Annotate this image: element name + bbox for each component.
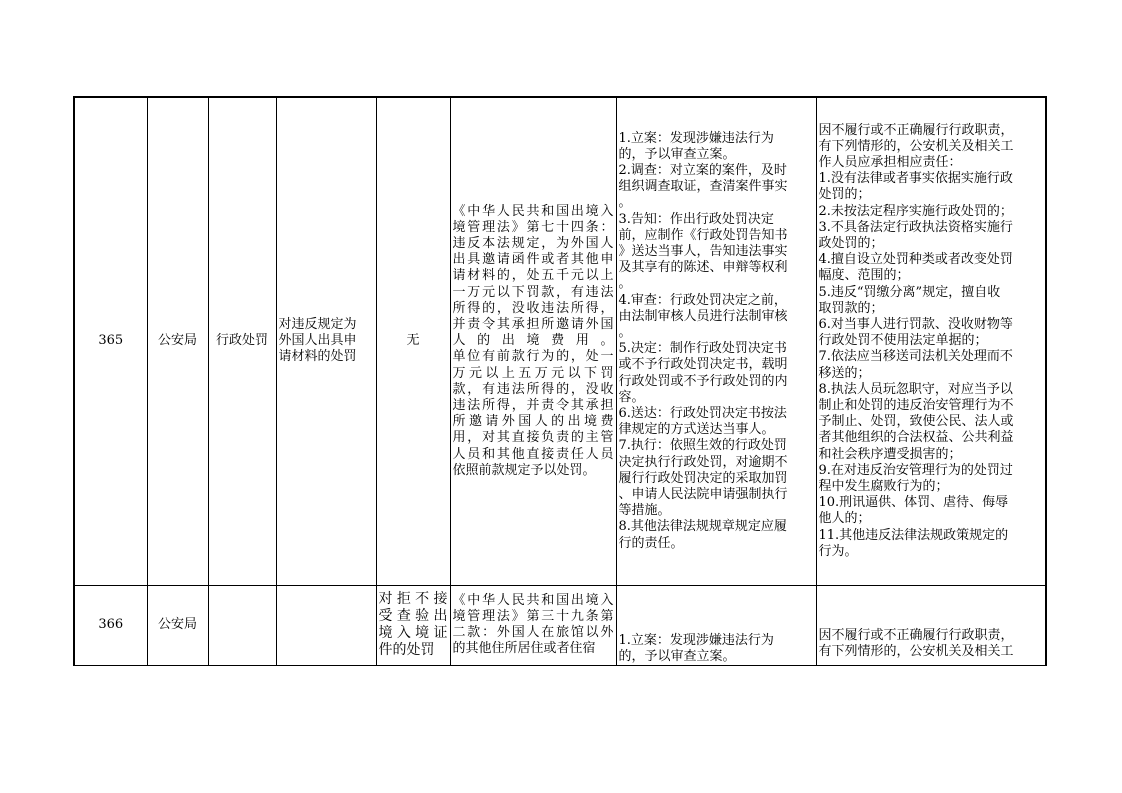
text-line: 境管理法》第三十九条第 <box>452 609 614 624</box>
text-line: 者其他组织的合法权益、公共利益 <box>818 430 1014 446</box>
text-line: 处罚的； <box>818 187 871 203</box>
text-line: 前，应制作《行政处罚告知书 <box>618 227 788 243</box>
row-number-cell: 366 <box>74 585 147 665</box>
text-line: 境管理法》第七十四条： <box>452 219 614 235</box>
text-line: 予制止、处罚，致使公民、法人或 <box>818 414 1014 430</box>
text-line: 行的责任。 <box>618 535 684 551</box>
department-cell: 公安局 <box>147 585 208 665</box>
item-name-cell <box>276 585 376 665</box>
text-line: 7.依法应当移送司法机关处理而不 <box>818 349 1013 365</box>
text-line: 他人的； <box>818 511 871 527</box>
text-line: 违法所得，并责令其承担 <box>452 397 614 413</box>
text-line: 《中华人民共和国出境入 <box>452 592 614 608</box>
text-line: 移送的； <box>818 365 871 381</box>
text-line: 依照前款规定予以处罚。 <box>452 462 596 478</box>
text-line: 作人员应承担相应责任： <box>818 154 962 170</box>
text-line: 7.执行：依照生效的行政处罚 <box>618 438 787 454</box>
text-line: 行为。 <box>818 543 858 559</box>
text-line: 单位有前款行为的，处一 <box>452 349 614 365</box>
text-line: 请材料的处罚 <box>278 349 357 365</box>
responsibility-cell <box>816 97 1046 585</box>
text-line: 一万元以下罚款，有违法 <box>452 284 614 300</box>
text-line: 违反本法规定，为外国人 <box>452 235 614 251</box>
text-line: 二款：外国人在旅馆以外 <box>452 625 614 641</box>
text-line: 3.不具备法定行政执法资格实施行 <box>818 219 1013 235</box>
text-line: 4.擅自设立处罚种类或者改变处罚 <box>818 252 1013 268</box>
text-line: 制止和处罚的违反治安管理行为不 <box>818 397 1014 413</box>
text-line: 组织调查取证，查清案件事实 <box>618 179 788 195</box>
text-line: 。 <box>618 276 632 292</box>
text-line: 行政处罚或不予行政处罚的内 <box>618 373 788 389</box>
text-line: 9.在对违反治安管理行为的处罚过 <box>818 462 1013 478</box>
text-line: 受查验出 <box>378 608 448 625</box>
text-line: 万元以上五万元以下罚 <box>452 365 614 381</box>
text-line: 出具邀请函件或者其他申 <box>452 252 614 268</box>
procedure-cell <box>616 97 816 585</box>
text-line: 2.调查：对立案的案件，及时 <box>618 163 787 179</box>
text-line: 8.其他法律法规规章规定应履 <box>618 519 787 535</box>
text-line: 幅度、范围的； <box>818 268 910 284</box>
text-line: 1.没有法律或者事实依据实施行政 <box>818 171 1013 187</box>
table-row-365 <box>74 97 1046 585</box>
text-line: 6.送达：行政处罚决定书按法 <box>618 406 787 422</box>
text-line: 等措施。 <box>618 503 671 519</box>
text-line: 并责令其承担所邀请外国 <box>452 316 614 332</box>
text-line: 。 <box>618 325 632 341</box>
responsibility-cell <box>816 585 1046 665</box>
row-number-cell: 365 <box>74 97 147 585</box>
sub-item-cell <box>376 585 450 665</box>
text-line: 因不履行或不正确履行行政职责， <box>818 122 1014 138</box>
text-line: 件的处罚 <box>378 642 435 659</box>
text-line: 的，予以审查立案。 <box>618 146 736 162</box>
text-line: 5.违反“罚缴分离”规定，擅自收 <box>818 284 1001 300</box>
text-line: 履行行政处罚决定的采取加罚 <box>618 470 788 486</box>
text-line: 及其享有的陈述、申辩等权利 <box>618 260 788 276</box>
text-line: 人的出境费用。 <box>452 333 614 349</box>
text-line: 1.立案：发现涉嫌违法行为 <box>618 130 774 146</box>
text-line: 请材料的，处五千元以上 <box>452 268 614 284</box>
text-line: 取罚款的； <box>818 300 884 316</box>
text-line: 5.决定：制作行政处罚决定书 <box>618 341 787 357</box>
text-line: 。 <box>618 195 632 211</box>
text-line: 或不予行政处罚决定书，载明 <box>618 357 788 373</box>
power-type-cell <box>208 585 276 665</box>
authority-table <box>73 96 1047 666</box>
text-line: 境入境证 <box>378 625 448 642</box>
text-line: 有下列情形的，公安机关及相关工 <box>818 138 1014 154</box>
text-line: 程中发生腐败行为的； <box>818 478 949 494</box>
text-line: 政处罚的； <box>818 235 884 251</box>
text-line: 由法制审核人员进行法制审核 <box>618 308 788 324</box>
text-line: 的，予以审查立案。 <box>618 648 736 664</box>
text-line: 有下列情形的，公安机关及相关工 <box>818 644 1014 660</box>
text-line: 4.审查：行政处罚决定之前， <box>618 292 787 308</box>
sub-item-cell: 无 <box>376 97 450 585</box>
legal-basis-cell <box>450 97 616 585</box>
text-line: 所得的，没收违法所得， <box>452 300 614 316</box>
text-line: 人员和其他直接责任人员 <box>452 446 614 462</box>
text-line: 、申请人民法院申请强制执行 <box>618 487 788 503</box>
legal-basis-cell <box>450 585 616 665</box>
text-line: 律规定的方式送达当事人。 <box>618 422 775 438</box>
procedure-cell <box>616 585 816 665</box>
text-line: 用，对其直接负责的主管 <box>452 430 614 446</box>
text-line: 11.其他违反法律法规政策规定的 <box>818 527 1009 543</box>
item-name-cell <box>276 97 376 585</box>
table-row-366 <box>74 585 1046 665</box>
text-line: 《中华人民共和国出境入 <box>452 203 614 219</box>
text-line: 2.未按法定程序实施行政处罚的； <box>818 203 1013 219</box>
department-cell: 公安局 <box>147 97 208 585</box>
text-line: 容。 <box>618 389 645 405</box>
text-line: 1.立案：发现涉嫌违法行为 <box>618 632 774 648</box>
text-line: 10.刑讯逼供、体罚、虐待、侮辱 <box>818 495 1009 511</box>
text-line: 款，有违法所得的，没收 <box>452 381 614 397</box>
text-line: 3.告知：作出行政处罚决定 <box>618 211 774 227</box>
text-line: 外国人出具申 <box>278 333 357 349</box>
power-type-cell: 行政处罚 <box>208 97 276 585</box>
text-line: 所邀请外国人的出境费 <box>452 414 614 430</box>
text-line: 对拒不接 <box>378 591 448 608</box>
text-line: 行政处罚不使用法定单据的； <box>818 333 988 349</box>
text-line: 和社会秩序遭受损害的； <box>818 446 962 462</box>
text-line: 因不履行或不正确履行行政职责， <box>818 628 1014 643</box>
text-line: 8.执法人员玩忽职守，对应当予以 <box>818 381 1013 397</box>
text-line: 的其他住所居住或者住宿 <box>452 641 596 657</box>
text-line: 6.对当事人进行罚款、没收财物等 <box>818 316 1013 332</box>
text-line: 决定执行行政处罚，对逾期不 <box>618 454 788 470</box>
text-line: 》送达当事人，告知违法事实 <box>618 244 788 260</box>
text-line: 对违反规定为 <box>278 316 357 332</box>
